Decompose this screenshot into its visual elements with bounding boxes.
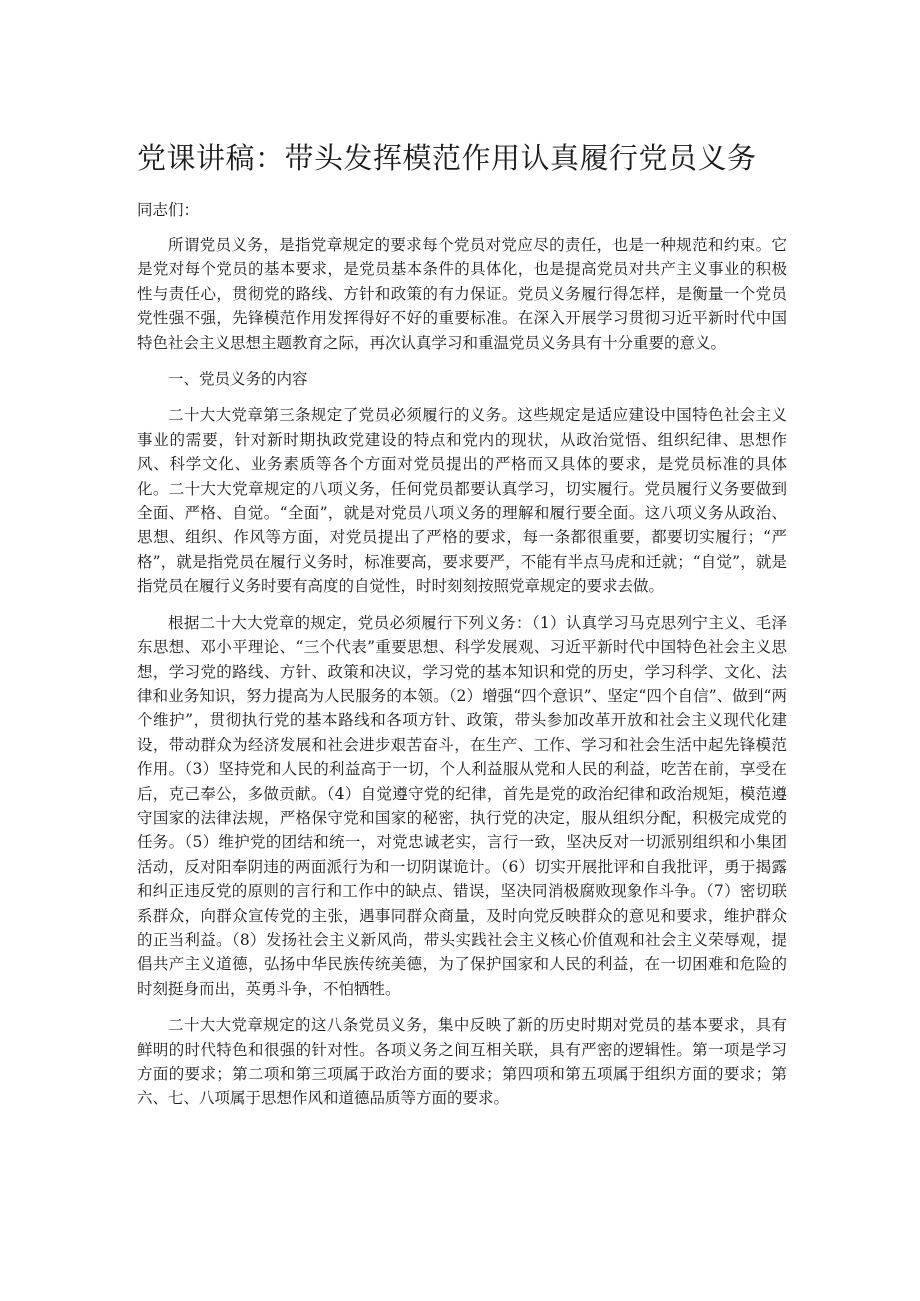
section-heading: 一、党员义务的内容 [168,370,308,389]
paragraph-summary: 二十大大党章规定的这八条党员义务，集中反映了新的历史时期对党员的基本要求，具有鲜明的时代特色和很强的针对性。各项义务之间互相关联，具有严密的逻辑性。第一项是学习方面的要求；第二项和第三项属于政治方面的要求；第四项和第五项属于组织方面的要求；第六、七、八项属于思想作风和道德品质等方面的要求。 [137,1016,787,1108]
greeting: 同志们： [137,201,200,219]
paragraph-eight-duties: 根据二十大大党章的规定，党员必须履行下列义务：（1）认真学习马克思列宁主义、毛泽东思想、邓小平理论、“三个代表”重要思想、科学发展观、习近平新时代中国特色社会主义思想，学习党的路线、方针、政策和决议，学习党的基本知识和党的历史，学习科学、文化、法律和业务知识，努力提高为人民服务的本领。（2）增强“四个意识”、坚定“四个自信”、做到“两个维护”，贯彻执行党的基本路线和各项方针、政策，带头参加改革开放和社会主义现代化建设，带动群众为经济发展和社会进步艰苦奋斗，在生产、工作、学习和社会生活中起先锋模范作用。（3）坚持党和人民的利益高于一切，个人利益服从党和人民的利益，吃苦在前，享受在后，克己奉公，多做贡献。（4）自觉遵守党的纪律，首先是党的政治纪律和政治规矩，模范遵守国家的法律法规，严格保守党和国家的秘密，执行党的决定，服从组织分配，积极完成党的任务。（5）维护党的团结和统一，对党忠诚老实，言行一致，坚决反对一切派别组织和小集团活动，反对阳奉阴违的两面派行为和一切阴谋诡计。（6）切实开展批评和自我批评，勇于揭露和纠正违反党的原则的言行和工作中的缺点、错误，坚决同消极腐败现象作斗争。（7）密切联系群众，向群众宣传党的主张，遇事同群众商量，及时向党反映群众的意见和要求，维护群众的正当利益。（8）发扬社会主义新风尚，带头实践社会主义核心价值观和社会主义荣辱观，提倡共产主义道德，弘扬中华民族传统美德，为了保护国家和人民的利益，在一切困难和危险的时刻挺身而出，英勇斗争，不怕牺牲。 [137,613,787,998]
document-title: 党课讲稿：带头发挥模范作用认真履行党员义务 [137,141,757,175]
paragraph-intro: 所谓党员义务，是指党章规定的要求每个党员对党应尽的责任，也是一种规范和约束。它是党对每个党员的基本要求，是党员基本条件的具体化，也是提高党员对共产主义事业的积极性与责任心，贯彻党的路线、方针和政策的有力保证。党员义务履行得怎样，是衡量一个党员党性强不强，先锋模范作用发挥得好不好的重要标准。在深入开展学习贯彻习近平新时代中国特色社会主义思想主题教育之际，再次认真学习和重温党员义务具有十分重要的意义。 [137,236,787,352]
document-body [137,233,787,1123]
paragraph-article-three: 二十大大党章第三条规定了党员必须履行的义务。这些规定是适应建设中国特色社会主义事业的需要，针对新时期执政党建设的特点和党内的现状，从政治觉悟、组织纪律、思想作风、科学文化、业务素质等各个方面对党员提出的严格而又具体的要求，是党员标准的具体化。二十大大党章规定的八项义务，任何党员都要认真学习，切实履行。党员履行义务要做到全面、严格、自觉。“全面”，就是对党员八项义务的理解和履行要全面。这八项义务从政治、思想、组织、作风等方面，对党员提出了严格的要求，每一条都很重要，都要切实履行；“严格”，就是指党员在履行义务时，标准要高，要求要严，不能有半点马虎和迁就；“自觉”，就是指党员在履行义务时要有高度的自觉性，时时刻刻按照党章规定的要求去做。 [137,406,787,596]
